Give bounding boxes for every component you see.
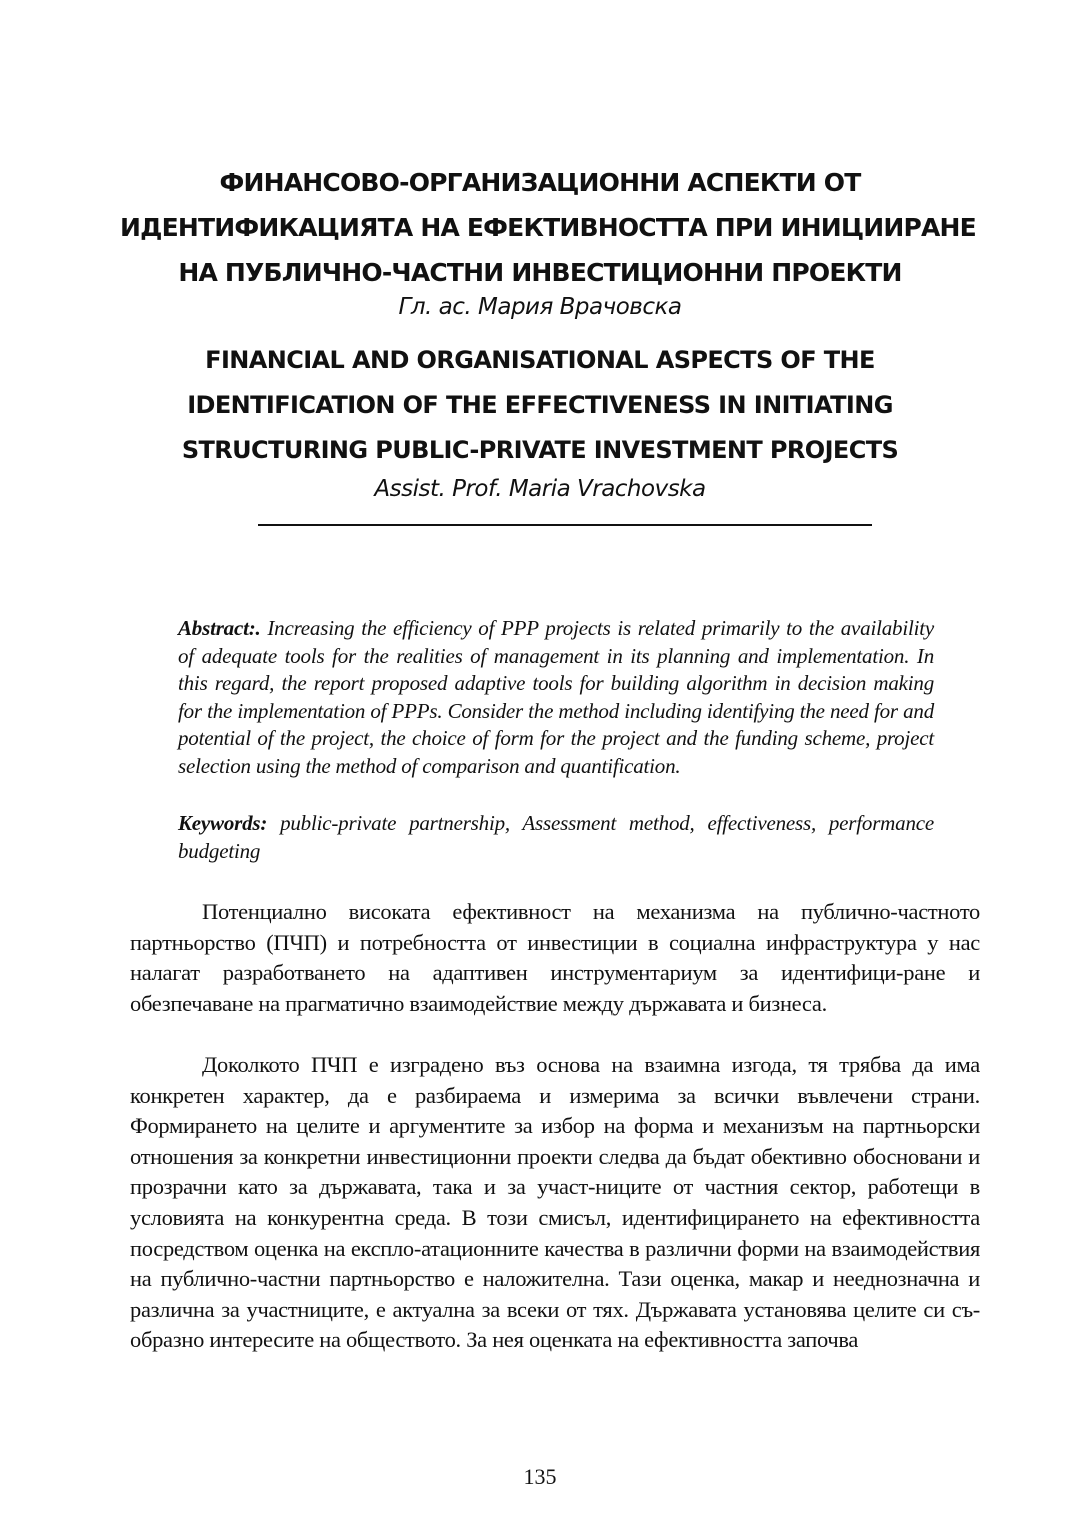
- title-en-line-3: STRUCTURING PUBLIC-PRIVATE INVESTMENT PROJECTS: [181, 436, 899, 464]
- body-paragraph-2: Доколкото ПЧП е изградено въз основа на взаимна изгода, тя трябва да има конкретен характер, да е разбираема и измерима за всички въвлечени страни. Формирането на целите и аргументите за избор на форма и механизъм на партньорски отношения за конкретни инвестиционни проекти следва да бъдат обективно обосновани и прозрачни като за държавата, така и за участ-ниците от частния сектор, работещи в условията на конкурентна среда. В този смисъл, идентифицирането на ефективността посредством оценка на експло-атационните качества в различни форми на взаимодействия на публично-частни партньорство е наложителна. Тази оценка, макар и нееднозначна и различна за участниците, е актуална за всеки от тях. Държавата установява целите си съ-образно интересите на обществото. За нея оценката на ефективността започва: [130, 1052, 980, 1353]
- keywords-label: Keywords:: [178, 811, 268, 835]
- title-bulgarian: [120, 160, 976, 295]
- page-number: 135: [523, 1464, 557, 1489]
- keywords-text: public-private partnership, Assessment method, effectiveness, performance budgeting: [178, 811, 934, 863]
- title-divider: [258, 524, 872, 526]
- abstract-label: Abstract:.: [178, 616, 261, 640]
- title-en-line-1: FINANCIAL AND ORGANISATIONAL ASPECTS OF THE: [205, 346, 875, 374]
- title-bg-line-2: ИДЕНТИФИКАЦИЯТА НА ЕФЕКТИВНОСТТА ПРИ ИНИЦИИРАНЕ: [120, 213, 976, 242]
- title-en-line-2: IDENTIFICATION OF THE EFFECTIVENESS IN INITIATING: [187, 391, 893, 419]
- author-bulgarian: Гл. ас. Мария Врачовска: [398, 294, 682, 320]
- title-english: [120, 338, 960, 473]
- title-bg-line-3: НА ПУБЛИЧНО-ЧАСТНИ ИНВЕСТИЦИОННИ ПРОЕКТИ: [178, 258, 902, 287]
- title-bg-line-1: ФИНАНСОВО-ОРГАНИЗАЦИОННИ АСПЕКТИ ОТ: [219, 168, 861, 197]
- abstract: [178, 615, 934, 780]
- keywords: [178, 810, 934, 865]
- abstract-text: Increasing the efficiency of PPP projects is related primarily to the availability of adequate tools for the realities of management in its planning and implementation. In this regard, the report proposed adaptive tools for building algorithm in decision making for the implementation of PPPs. Consider the method including identifying the need for and potential of the project, the choice of form for the project and the funding scheme, project selection using the method of comparison and quantification.: [178, 616, 934, 778]
- author-english: Assist. Prof. Maria Vrachovska: [374, 476, 706, 502]
- body-paragraph-1: Потенциално високата ефективност на механизма на публично-частното партньорство (ПЧП) и потребността от инвестиции в социална инфраструктура у нас налагат разработването на адаптивен инструментариум за идентифици-ране и обезпечаване на прагматично взаимодействие между държавата и бизнеса.: [130, 899, 980, 1016]
